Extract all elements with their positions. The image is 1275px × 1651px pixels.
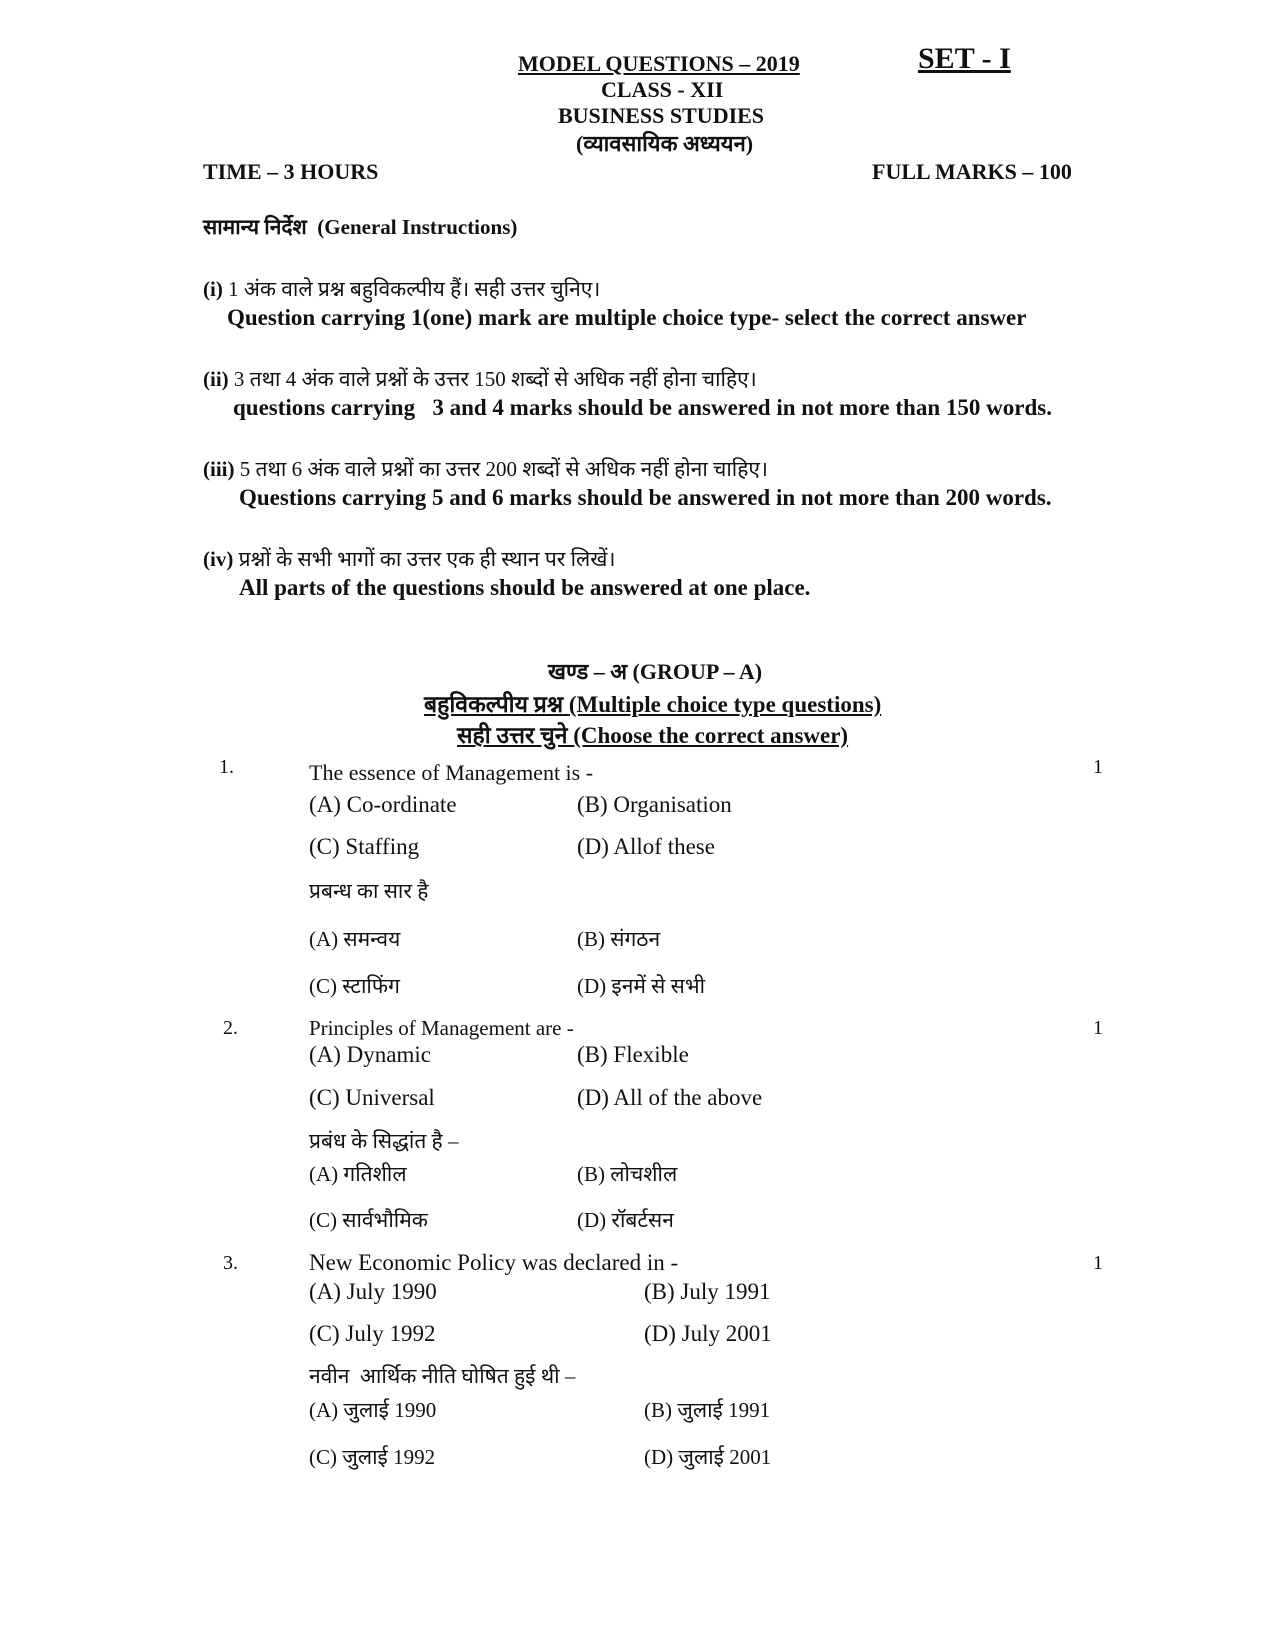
option-c-hindi: (C) सार्वभौमिक [309, 1208, 428, 1232]
question-marks: 1 [1093, 1017, 1103, 1039]
group-heading-hindi: खण्ड – अ [548, 659, 628, 684]
question-type-hindi: बहुविकल्पीय प्रश्न [424, 692, 564, 717]
instruction-3-english: Questions carrying 5 and 6 marks should be answered in not more than 200 words. [239, 485, 1052, 510]
instruction-text-hindi: प्रश्नों के सभी भागों का उत्तर एक ही स्थान पर लिखें। [238, 547, 616, 571]
question-text-hindi: प्रबंध के सिद्धांत है – [309, 1129, 459, 1153]
instruction-4-english: All parts of the questions should be answered at one place. [239, 575, 811, 600]
instruction-text-hindi: 1 अंक वाले प्रश्न बहुविकल्पीय हैं। सही उत्तर चुनिए। [228, 277, 601, 301]
option-c: (C) July 1992 [309, 1321, 436, 1346]
option-b: (B) Organisation [577, 792, 732, 817]
choose-answer-heading [457, 718, 848, 750]
question-text-hindi: प्रबन्ध का सार है [309, 879, 429, 903]
option-c-hindi: (C) स्टाफिंग [309, 974, 400, 998]
subject-hindi: (व्यावसायिक अध्ययन) [576, 131, 754, 156]
choose-answer-hindi: सही उत्तर चुने [457, 723, 568, 748]
option-d: (D) All of the above [577, 1085, 763, 1110]
option-d-hindi: (D) रॉबर्टसन [577, 1208, 674, 1232]
instruction-text-hindi: 3 तथा 4 अंक वाले प्रश्नों के उत्तर 150 शब्दों से अधिक नहीं होना चाहिए। [233, 367, 757, 391]
instruction-4-hindi [203, 545, 615, 573]
instruction-number: (ii) [203, 367, 229, 391]
paper-title: MODEL QUESTIONS – 2019 [518, 51, 800, 76]
question-marks: 1 [1093, 1252, 1103, 1274]
option-d-hindi: (D) जुलाई 2001 [644, 1445, 772, 1469]
instruction-text-hindi: 5 तथा 6 अंक वाले प्रश्नों का उत्तर 200 शब्दों से अधिक नहीं होना चाहिए। [239, 457, 768, 481]
instruction-2-english: questions carrying 3 and 4 marks should be answered in not more than 150 words. [233, 395, 1052, 420]
option-b-hindi: (B) लोचशील [577, 1162, 678, 1186]
option-a: (A) July 1990 [309, 1279, 437, 1304]
option-b: (B) July 1991 [644, 1279, 771, 1304]
question-number: 2. [223, 1017, 238, 1039]
question-type-en: (Multiple choice type questions) [568, 692, 882, 717]
question-text: New Economic Policy was declared in - [309, 1250, 679, 1275]
question-number: 3. [223, 1252, 238, 1274]
question-number: 1. [219, 756, 234, 778]
instruction-1-hindi [203, 275, 600, 303]
question-text: Principles of Management are - [309, 1016, 574, 1040]
option-c: (C) Universal [309, 1085, 435, 1110]
choose-answer-en: (Choose the correct answer) [573, 723, 849, 748]
full-marks-label: FULL MARKS – 100 [872, 159, 1072, 184]
group-heading-en: (GROUP – A) [632, 659, 763, 684]
option-b-hindi: (B) जुलाई 1991 [644, 1398, 771, 1422]
group-heading [548, 656, 762, 686]
instructions-heading-en: (General Instructions) [317, 215, 518, 239]
subject-label: BUSINESS STUDIES [558, 103, 765, 128]
instruction-number: (iii) [203, 457, 235, 481]
class-label: CLASS - XII [601, 77, 724, 102]
instructions-heading [203, 213, 517, 241]
option-b-hindi: (B) संगठन [577, 927, 661, 951]
option-d: (D) July 2001 [644, 1321, 772, 1346]
option-c-hindi: (C) जुलाई 1992 [309, 1445, 436, 1469]
option-d-hindi: (D) इनमें से सभी [577, 974, 706, 998]
instructions-heading-hindi: सामान्य निर्देश [203, 215, 307, 239]
instruction-3-hindi [203, 455, 768, 483]
option-b: (B) Flexible [577, 1042, 689, 1067]
question-type-heading [424, 687, 881, 719]
time-label: TIME – 3 HOURS [203, 159, 379, 184]
option-a: (A) Co-ordinate [309, 792, 457, 817]
set-label: SET - I [918, 42, 1011, 75]
option-a: (A) Dynamic [309, 1042, 431, 1067]
instruction-number: (i) [203, 277, 223, 301]
option-a-hindi: (A) जुलाई 1990 [309, 1398, 437, 1422]
question-text: The essence of Management is - [309, 760, 594, 785]
option-a-hindi: (A) गतिशील [309, 1162, 407, 1186]
instruction-2-hindi [203, 365, 757, 393]
instruction-number: (iv) [203, 547, 234, 571]
option-a-hindi: (A) समन्वय [309, 927, 401, 951]
option-c: (C) Staffing [309, 834, 420, 859]
option-d: (D) Allof these [577, 834, 715, 859]
instruction-1-english: Question carrying 1(one) mark are multiple choice type- select the correct answer [227, 305, 1027, 330]
question-marks: 1 [1093, 756, 1103, 778]
question-text-hindi: नवीन आर्थिक नीति घोषित हुई थी – [309, 1364, 576, 1388]
